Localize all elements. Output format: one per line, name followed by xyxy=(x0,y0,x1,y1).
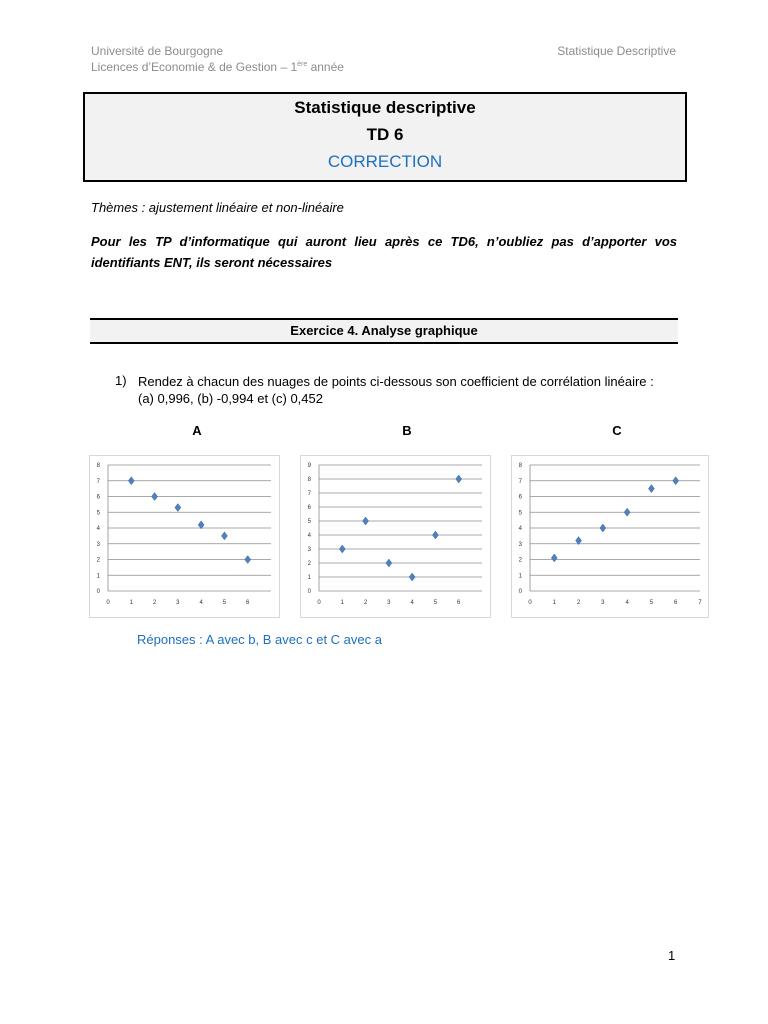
x-tick-label: 6 xyxy=(674,600,678,606)
x-tick-label: 6 xyxy=(246,600,250,606)
y-tick-label: 8 xyxy=(96,463,100,469)
y-tick-label: 3 xyxy=(307,547,311,553)
answers-line: Réponses : A avec b, B avec c et C avec a xyxy=(137,632,382,647)
correction-label: CORRECTION xyxy=(327,152,443,171)
y-tick-label: 4 xyxy=(518,526,522,532)
data-point xyxy=(339,545,345,553)
y-tick-label: 7 xyxy=(518,478,522,485)
y-tick-label: 6 xyxy=(96,494,100,501)
x-tick-label: 2 xyxy=(576,600,581,606)
y-tick-label: 6 xyxy=(307,505,311,511)
question-number: 1) xyxy=(115,373,127,388)
chart-b-label: B xyxy=(402,423,412,438)
licence-prefix: Licences d’Economie & de Gestion – 1 xyxy=(91,60,298,74)
x-tick-label: 2 xyxy=(363,600,368,606)
x-tick-label: 3 xyxy=(387,600,391,606)
scatter-svg-a xyxy=(90,456,279,617)
page-number: 1 xyxy=(668,948,676,963)
y-tick-label: 5 xyxy=(307,519,311,525)
university-name: Université de Bourgogne xyxy=(91,44,224,58)
data-point xyxy=(363,517,369,525)
course-name: Statistique Descriptive xyxy=(557,44,676,58)
data-point xyxy=(245,556,251,564)
y-tick-label: 1 xyxy=(518,573,522,580)
data-point xyxy=(175,504,181,512)
data-point xyxy=(673,477,679,485)
licence-line xyxy=(91,59,344,75)
x-tick-label: 3 xyxy=(176,600,180,606)
themes-line: Thèmes : ajustement linéaire et non-linéaire xyxy=(91,200,344,215)
y-tick-label: 7 xyxy=(307,491,311,497)
y-tick-label: 0 xyxy=(518,589,522,595)
data-point xyxy=(128,477,134,485)
y-tick-label: 8 xyxy=(518,463,522,469)
y-tick-label: 0 xyxy=(307,589,311,595)
x-tick-label: 3 xyxy=(601,600,605,606)
data-point xyxy=(551,554,557,562)
scatter-chart-a xyxy=(89,455,280,618)
td-number: TD 6 xyxy=(366,125,404,144)
x-tick-label: 5 xyxy=(649,600,654,606)
y-tick-label: 3 xyxy=(518,541,522,548)
x-tick-label: 5 xyxy=(433,600,438,606)
data-point xyxy=(456,475,462,483)
data-point xyxy=(600,524,606,532)
y-tick-label: 6 xyxy=(518,494,522,501)
y-tick-label: 2 xyxy=(518,557,522,564)
x-tick-label: 5 xyxy=(222,600,227,606)
y-tick-label: 5 xyxy=(96,510,100,517)
x-tick-label: 2 xyxy=(152,600,157,606)
data-point xyxy=(648,485,654,493)
x-tick-label: 0 xyxy=(528,600,532,606)
scatter-svg-b xyxy=(301,456,490,617)
data-point xyxy=(409,573,415,581)
document-title: Statistique descriptive xyxy=(294,98,476,117)
notice-paragraph: Pour les TP d’informatique qui auront lieu après ce TD6, n’oubliez pas d’apporter vos identifiants ENT, ils seront nécessaires xyxy=(91,234,677,270)
data-point xyxy=(152,493,158,501)
x-tick-label: 1 xyxy=(340,600,344,606)
y-tick-label: 7 xyxy=(96,478,100,485)
x-tick-label: 4 xyxy=(199,600,203,606)
y-tick-label: 5 xyxy=(518,510,522,517)
licence-superscript: ère xyxy=(297,61,308,68)
x-tick-label: 4 xyxy=(625,600,629,606)
x-tick-label: 7 xyxy=(698,600,702,606)
licence-suffix: année xyxy=(307,60,344,74)
y-tick-label: 0 xyxy=(96,589,100,595)
y-tick-label: 4 xyxy=(307,533,311,539)
y-tick-label: 1 xyxy=(96,573,100,580)
question-text: Rendez à chacun des nuages de points ci-dessous son coefficient de corrélation linéaire : (a) 0,996, (b) -0,994 et (c) 0,452 xyxy=(138,374,654,406)
scatter-svg-c xyxy=(512,456,708,617)
scatter-chart-b xyxy=(300,455,491,618)
y-tick-label: 8 xyxy=(307,477,311,483)
y-tick-label: 3 xyxy=(96,541,100,548)
y-tick-label: 4 xyxy=(96,526,100,532)
x-tick-label: 4 xyxy=(410,600,414,606)
page-header-left xyxy=(91,43,344,75)
chart-a-label: A xyxy=(192,423,202,438)
y-tick-label: 1 xyxy=(307,575,311,581)
scatter-chart-c xyxy=(511,455,709,618)
x-tick-label: 0 xyxy=(317,600,321,606)
data-point xyxy=(624,508,630,516)
x-tick-label: 1 xyxy=(552,600,556,606)
x-tick-label: 0 xyxy=(106,600,110,606)
x-tick-label: 1 xyxy=(129,600,133,606)
data-point xyxy=(432,531,438,539)
exercise-title: Exercice 4. Analyse graphique xyxy=(90,318,678,344)
title-box xyxy=(83,92,687,182)
chart-c-label: C xyxy=(612,423,622,438)
y-tick-label: 2 xyxy=(307,561,311,567)
y-tick-label: 9 xyxy=(307,463,311,469)
data-point xyxy=(221,532,227,540)
x-tick-label: 6 xyxy=(457,600,461,606)
data-point xyxy=(386,559,392,567)
y-tick-label: 2 xyxy=(96,557,100,564)
